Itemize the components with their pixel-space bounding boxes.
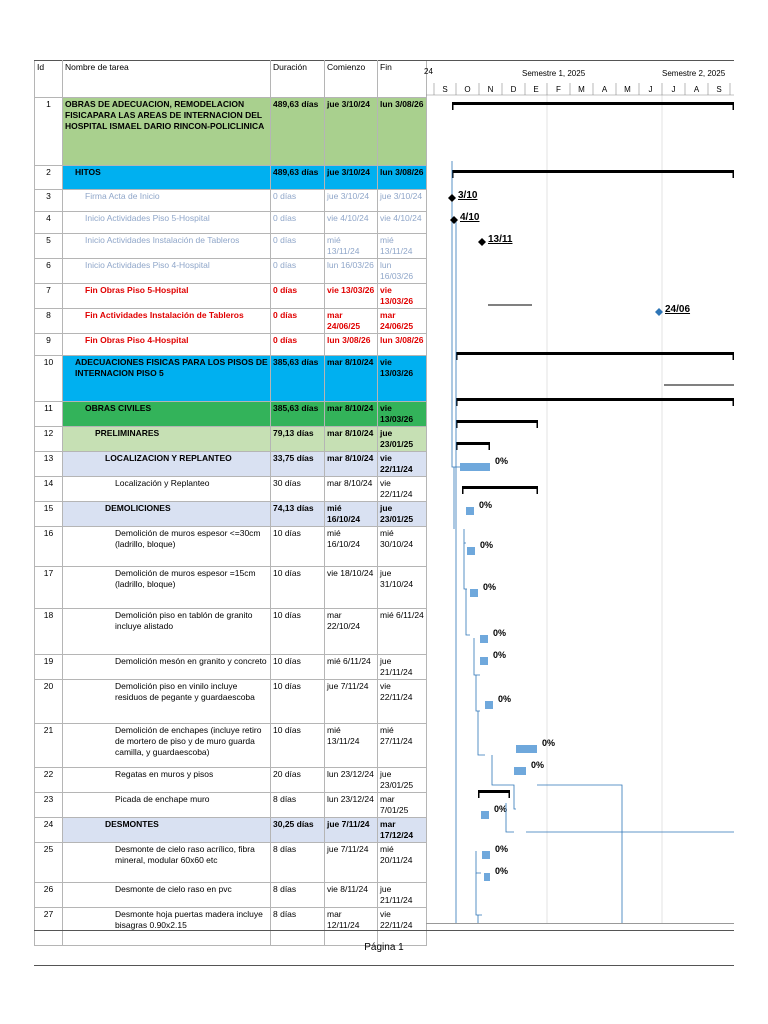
dependency-link [476, 873, 482, 915]
table-row[interactable] [35, 190, 427, 212]
cell-duration: 30,25 días [271, 818, 325, 843]
summary-bar [456, 352, 734, 355]
cell-id: 20 [35, 680, 63, 724]
dependency-link [464, 543, 467, 589]
cell-start: lun 23/12/24 [325, 793, 378, 818]
cell-start: mar 22/10/24 [325, 609, 378, 655]
dependency-link [476, 675, 480, 711]
task-bar [514, 767, 526, 775]
cell-start: mar 8/10/24 [325, 452, 378, 477]
summary-bar [462, 486, 538, 489]
cell-duration: 0 días [271, 284, 325, 309]
cell-finish: mié 27/11/24 [378, 724, 427, 768]
cell-finish: jue 21/11/24 [378, 883, 427, 908]
summary-cap [733, 398, 735, 406]
progress-label: 0% [531, 760, 545, 770]
summary-bar [456, 398, 734, 401]
cell-start: vie 4/10/24 [325, 212, 378, 234]
cell-start: lun 23/12/24 [325, 768, 378, 793]
cell-start: lun 16/03/26 [325, 259, 378, 284]
cell-duration: 20 días [271, 768, 325, 793]
cell-duration: 385,63 días [271, 402, 325, 427]
month-label: J [671, 85, 676, 94]
cell-id: 9 [35, 334, 63, 356]
progress-label: 0% [494, 804, 508, 814]
task-bar [470, 589, 478, 597]
milestone-label: 24/06 [665, 304, 691, 315]
cell-duration: 0 días [271, 212, 325, 234]
month-label: O [464, 85, 471, 94]
page-footer: Página 1 [34, 930, 734, 966]
month-label: N [487, 85, 494, 94]
table-row[interactable] [35, 768, 427, 793]
cell-id: 12 [35, 427, 63, 452]
table-row[interactable] [35, 527, 427, 567]
cell-name: Fin Obras Piso 4-Hospital [63, 334, 271, 356]
month-label: A [693, 85, 700, 94]
cell-duration: 0 días [271, 309, 325, 334]
progress-label: 0% [542, 738, 556, 748]
task-bar [460, 463, 490, 471]
cell-finish: lun 3/08/26 [378, 98, 427, 166]
cell-name: Localización y Replanteo [63, 477, 271, 502]
cell-start: jue 3/10/24 [325, 190, 378, 212]
table-row[interactable] [35, 680, 427, 724]
table-row[interactable] [35, 567, 427, 609]
cell-start: vie 13/03/26 [325, 284, 378, 309]
cell-finish: jue 3/10/24 [378, 190, 427, 212]
task-bar [484, 873, 490, 881]
milestone-diamond [478, 238, 486, 246]
cell-name: PRELIMINARES [63, 427, 271, 452]
progress-label: 0% [493, 650, 507, 660]
cell-start: mié 16/10/24 [325, 527, 378, 567]
cell-start: mar 12/11/24 [325, 908, 378, 946]
gantt-timeline [426, 60, 734, 924]
cell-duration: 8 días [271, 908, 325, 946]
cell-id: 8 [35, 309, 63, 334]
cell-id: 11 [35, 402, 63, 427]
cell-id: 6 [35, 259, 63, 284]
cell-finish: jue 21/11/24 [378, 655, 427, 680]
task-bar [466, 507, 474, 515]
progress-label: 0% [498, 694, 512, 704]
cell-finish: jue 23/01/25 [378, 768, 427, 793]
progress-label: 0% [495, 844, 509, 854]
col-finish: Fin [378, 61, 427, 98]
milestone-label: 3/10 [458, 190, 478, 201]
cell-start: jue 7/11/24 [325, 818, 378, 843]
summary-cap [733, 170, 735, 178]
cell-name: OBRAS DE ADECUACION, REMODELACION FISICAPARA LAS AREAS DE INTERNACION DEL HOSPITAL ISMAEL DARIO RINCON-POLICLINICA [63, 98, 271, 166]
cell-duration: 10 días [271, 680, 325, 724]
progress-label: 0% [480, 540, 494, 550]
dependency-link [506, 803, 514, 832]
task-bar [482, 851, 490, 859]
cell-start: mar 24/06/25 [325, 309, 378, 334]
col-duration: Duración [271, 61, 325, 98]
milestone-label: 13/11 [488, 234, 513, 245]
table-row[interactable] [35, 843, 427, 883]
cell-name: Firma Acta de Inicio [63, 190, 271, 212]
cell-name: Inicio Actividades Instalación de Tableros [63, 234, 271, 259]
task-table [34, 60, 427, 946]
task-bar [480, 635, 488, 643]
cell-start: jue 3/10/24 [325, 98, 378, 166]
cell-finish: vie 22/11/24 [378, 452, 427, 477]
dependency-link [464, 529, 466, 543]
cell-name: Demolición de muros espesor <=30cm (ladrillo, bloque) [63, 527, 271, 567]
table-row[interactable] [35, 883, 427, 908]
cell-start: mar 8/10/24 [325, 427, 378, 452]
dependency-link [537, 785, 622, 923]
progress-label: 0% [479, 500, 493, 510]
summary-bar [456, 442, 490, 445]
cell-duration: 33,75 días [271, 452, 325, 477]
cell-finish: vie 22/11/24 [378, 908, 427, 946]
summary-cap [733, 352, 735, 360]
cell-name: Demolición piso en tablón de granito incluye alistado [63, 609, 271, 655]
cell-id: 16 [35, 527, 63, 567]
task-bar [467, 547, 475, 555]
cell-finish: mié 13/11/24 [378, 234, 427, 259]
cell-start: mar 8/10/24 [325, 477, 378, 502]
cell-id: 7 [35, 284, 63, 309]
cell-duration: 10 días [271, 655, 325, 680]
cell-id: 22 [35, 768, 63, 793]
table-header [35, 61, 427, 98]
cell-id: 2 [35, 166, 63, 190]
cell-start: vie 8/11/24 [325, 883, 378, 908]
summary-bar [452, 170, 734, 173]
progress-label: 0% [483, 582, 497, 592]
cell-id: 15 [35, 502, 63, 527]
milestone-diamond [448, 194, 456, 202]
cell-duration: 0 días [271, 190, 325, 212]
cell-name: DESMONTES [63, 818, 271, 843]
table-row[interactable] [35, 818, 427, 843]
table-row[interactable] [35, 609, 427, 655]
cell-name: LOCALIZACION Y REPLANTEO [63, 452, 271, 477]
table-row[interactable] [35, 452, 427, 477]
cell-finish: vie 13/03/26 [378, 284, 427, 309]
cell-finish: jue 31/10/24 [378, 567, 427, 609]
cell-duration: 0 días [271, 259, 325, 284]
cell-duration: 8 días [271, 793, 325, 818]
cell-name: ADECUACIONES FISICAS PARA LOS PISOS DE INTERNACION PISO 5 [63, 356, 271, 402]
month-label: J [648, 85, 653, 94]
cell-start: mié 6/11/24 [325, 655, 378, 680]
cell-id: 13 [35, 452, 63, 477]
cell-id: 21 [35, 724, 63, 768]
cell-start: mar 8/10/24 [325, 402, 378, 427]
cell-name: Fin Obras Piso 5-Hospital [63, 284, 271, 309]
table-row[interactable] [35, 166, 427, 190]
summary-cap [452, 102, 454, 110]
cell-duration: 385,63 días [271, 356, 325, 402]
cell-finish: vie 13/03/26 [378, 356, 427, 402]
summary-cap [509, 790, 511, 798]
cell-start: jue 7/11/24 [325, 843, 378, 883]
task-bar [516, 745, 537, 753]
task-bar [481, 811, 489, 819]
cell-finish: mié 30/10/24 [378, 527, 427, 567]
col-name: Nombre de tarea [63, 61, 271, 98]
table-row[interactable] [35, 259, 427, 284]
cell-id: 18 [35, 609, 63, 655]
dependency-link [478, 915, 484, 923]
summary-cap [489, 442, 491, 450]
cell-id: 26 [35, 883, 63, 908]
progress-label: 0% [495, 456, 509, 466]
table-row[interactable] [35, 427, 427, 452]
table-row[interactable] [35, 477, 427, 502]
month-label: F [556, 85, 561, 94]
table-row[interactable] [35, 212, 427, 234]
cell-duration: 10 días [271, 527, 325, 567]
cell-start: mié 16/10/24 [325, 502, 378, 527]
cell-id: 24 [35, 818, 63, 843]
summary-bar [478, 790, 510, 793]
summary-cap [537, 486, 539, 494]
summary-cap [733, 102, 735, 110]
cell-finish: mar 24/06/25 [378, 309, 427, 334]
month-label: D [510, 85, 517, 94]
cell-finish: lun 16/03/26 [378, 259, 427, 284]
cell-duration: 0 días [271, 234, 325, 259]
cell-finish: jue 23/01/25 [378, 427, 427, 452]
cell-name: Desmonte de cielo raso acrílico, fibra mineral, modular 60x60 etc [63, 843, 271, 883]
cell-start: lun 3/08/26 [325, 334, 378, 356]
month-label: S [716, 85, 722, 94]
cell-start: mar 8/10/24 [325, 356, 378, 402]
month-label: M [624, 85, 631, 94]
progress-label: 0% [493, 628, 507, 638]
cell-name: Demolición de enchapes (incluye retiro de mortero de piso y de muro guarda camilla, y guardaescoba) [63, 724, 271, 768]
month-label: A [601, 85, 608, 94]
cell-name: Desmonte hoja puertas madera incluye bisagras 0.90x2.15 [63, 908, 271, 946]
table-row[interactable] [35, 334, 427, 356]
milestone-label: 4/10 [460, 212, 480, 223]
semester-2: Semestre 2, 2025 [662, 69, 726, 78]
task-bar [485, 701, 493, 709]
table-row[interactable] [35, 309, 427, 334]
table-row[interactable] [35, 655, 427, 680]
cell-name: Inicio Actividades Piso 5-Hospital [63, 212, 271, 234]
gantt-chart [426, 61, 734, 923]
cell-id: 1 [35, 98, 63, 166]
cell-name: HITOS [63, 166, 271, 190]
cell-name: Demolición mesón en granito y concreto [63, 655, 271, 680]
cell-start: jue 7/11/24 [325, 680, 378, 724]
cell-id: 14 [35, 477, 63, 502]
cell-name: Fin Actividades Instalación de Tableros [63, 309, 271, 334]
dependency-link [474, 638, 480, 675]
month-label: S [442, 85, 448, 94]
cell-id: 4 [35, 212, 63, 234]
summary-cap [537, 420, 539, 428]
cell-name: OBRAS CIVILES [63, 402, 271, 427]
table-row[interactable] [35, 793, 427, 818]
table-row[interactable] [35, 402, 427, 427]
cell-id: 27 [35, 908, 63, 946]
task-bar [480, 657, 488, 665]
cell-id: 19 [35, 655, 63, 680]
table-row[interactable] [35, 234, 427, 259]
month-label: M [578, 85, 585, 94]
cell-name: DEMOLICIONES [63, 502, 271, 527]
cell-id: 3 [35, 190, 63, 212]
cell-finish: mié 20/11/24 [378, 843, 427, 883]
cell-finish: mar 17/12/24 [378, 818, 427, 843]
summary-cap [462, 486, 464, 494]
table-row[interactable] [35, 284, 427, 309]
summary-bar [456, 420, 538, 423]
col-start: Comienzo [325, 61, 378, 98]
cell-start: mié 13/11/24 [325, 234, 378, 259]
cell-finish: lun 3/08/26 [378, 166, 427, 190]
summary-bar [452, 102, 734, 105]
cell-duration: 489,63 días [271, 98, 325, 166]
cell-duration: 74,13 días [271, 502, 325, 527]
dependency-link [478, 711, 485, 755]
dependency-link [492, 755, 516, 809]
cell-id: 23 [35, 793, 63, 818]
cell-duration: 10 días [271, 724, 325, 768]
cell-duration: 0 días [271, 334, 325, 356]
cell-name: Demolición piso en vinilo incluye residuos de pegante y guardaescoba [63, 680, 271, 724]
col-id: Id [35, 61, 63, 98]
month-label: E [533, 85, 539, 94]
table-row[interactable] [35, 502, 427, 527]
cell-finish: vie 13/03/26 [378, 402, 427, 427]
timeline-year: 24 [424, 67, 433, 76]
progress-label: 0% [495, 866, 509, 876]
cell-start: jue 3/10/24 [325, 166, 378, 190]
cell-name: Demolición de muros espesor =15cm (ladrillo, bloque) [63, 567, 271, 609]
cell-start: vie 18/10/24 [325, 567, 378, 609]
cell-id: 25 [35, 843, 63, 883]
cell-duration: 10 días [271, 567, 325, 609]
milestone-diamond [450, 216, 458, 224]
cell-id: 10 [35, 356, 63, 402]
dependency-link [476, 851, 481, 873]
cell-finish: vie 22/11/24 [378, 680, 427, 724]
cell-duration: 8 días [271, 843, 325, 883]
cell-name: Picada de enchape muro [63, 793, 271, 818]
cell-id: 5 [35, 234, 63, 259]
cell-finish: mié 6/11/24 [378, 609, 427, 655]
cell-finish: lun 3/08/26 [378, 334, 427, 356]
cell-finish: vie 4/10/24 [378, 212, 427, 234]
cell-duration: 489,63 días [271, 166, 325, 190]
dependency-link [466, 589, 470, 635]
summary-cap [478, 790, 480, 798]
cell-finish: mar 7/01/25 [378, 793, 427, 818]
table-row[interactable] [35, 98, 427, 166]
semester-1: Semestre 1, 2025 [522, 69, 586, 78]
cell-name: Regatas en muros y pisos [63, 768, 271, 793]
cell-duration: 30 días [271, 477, 325, 502]
cell-finish: vie 22/11/24 [378, 477, 427, 502]
cell-name: Inicio Actividades Piso 4-Hospital [63, 259, 271, 284]
table-row[interactable] [35, 356, 427, 402]
cell-start: mié 13/11/24 [325, 724, 378, 768]
cell-name: Desmonte de cielo raso en pvc [63, 883, 271, 908]
cell-id: 17 [35, 567, 63, 609]
cell-duration: 8 días [271, 883, 325, 908]
cell-duration: 79,13 días [271, 427, 325, 452]
cell-duration: 10 días [271, 609, 325, 655]
cell-finish: jue 23/01/25 [378, 502, 427, 527]
table-row[interactable] [35, 724, 427, 768]
